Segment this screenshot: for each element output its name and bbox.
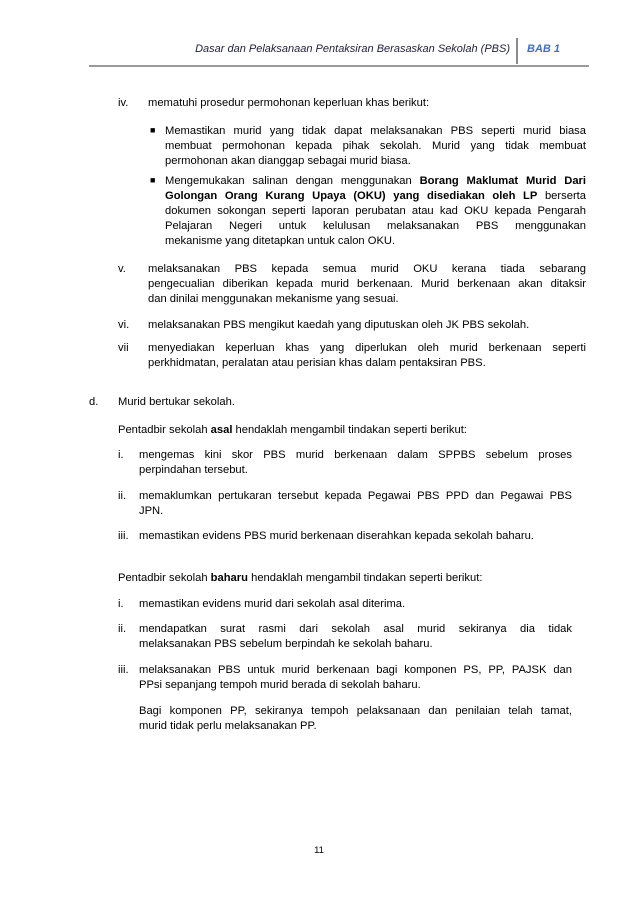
asal-number-i: i. [118, 449, 124, 461]
bullet2-line4: Pelajaran Negeri untuk kelulusan melaksanakan PBS menggunakan [165, 220, 586, 232]
asal-i-line2: perpindahan tersebut. [139, 464, 248, 476]
item-number-vii: vii [118, 342, 129, 354]
item-v-line3: dan dinilai menggunakan mekanisme yang sesuai. [148, 293, 399, 305]
baharu-number-ii: ii. [118, 623, 127, 635]
bullet1-line1: Memastikan murid yang tidak dapat melaksanakan PBS seperti murid biasa [165, 125, 586, 137]
item-iv-text: mematuhi prosedur permohonan keperluan khas berikut: [148, 97, 430, 109]
note-line1: Bagi komponen PP, sekiranya tempoh pelaksanaan dan penilaian telah tamat, [139, 705, 572, 717]
asal-ii-line2: JPN. [139, 505, 164, 517]
item-v-line2: pengecualian diberikan kepada murid berkenaan. Murid berkenaan akan ditaksir [148, 278, 586, 290]
item-vii-line2: perkhidmatan, peralatan atau perisian khas dalam pentaksiran PBS. [148, 357, 486, 369]
bullet2-line1: Mengemukakan salinan dengan menggunakan Borang Maklumat Murid Dari [165, 175, 587, 187]
chapter-label: BAB 1 [527, 43, 561, 55]
baharu-number-i: i. [118, 598, 124, 610]
asal-number-iii: iii. [118, 530, 129, 542]
running-header-title: Dasar dan Pelaksanaan Pentaksiran Berasaskan Sekolah (PBS) [195, 43, 510, 55]
baharu-iii-line1: melaksanakan PBS untuk murid berkenaan bagi komponen PS, PP, PAJSK dan [139, 664, 572, 676]
baharu-ii-line1: mendapatkan surat rasmi dari sekolah asal murid sekiranya dia tidak [139, 623, 572, 635]
asal-intro: Pentadbir sekolah asal hendaklah mengambil tindakan seperti berikut: [118, 424, 467, 436]
header-separator [516, 38, 518, 64]
baharu-number-iii: iii. [118, 664, 129, 676]
item-v-line1: melaksanakan PBS kepada semua murid OKU kerana tiada sebarang [148, 263, 586, 275]
bullet1-line3: permohonan akan dianggap sebagai murid biasa. [165, 155, 411, 167]
item-vii-line1: menyediakan keperluan khas yang diperlukan oleh murid berkenaan seperti [148, 342, 586, 354]
asal-iii-line1: memastikan evidens PBS murid berkenaan diserahkan kepada sekolah baharu. [139, 530, 534, 542]
page-number: 11 [314, 845, 324, 856]
asal-ii-line1: memaklumkan pertukaran tersebut kepada Pegawai PBS PPD dan Pegawai PBS [139, 490, 572, 502]
bullet2-line2: Golongan Orang Kurang Upaya (OKU) yang disediakan oleh LP berserta [165, 190, 586, 202]
item-number-iv: iv. [118, 97, 129, 109]
baharu-i-line1: memastikan evidens murid dari sekolah asal diterima. [139, 598, 406, 610]
section-d-title: Murid bertukar sekolah. [118, 396, 235, 408]
bullet1-line2: membuat permohonan kepada pihak sekolah. Murid yang tidak membuat [165, 140, 586, 152]
baharu-iii-line2: PPsi sepanjang tempoh murid berada di sekolah baharu. [139, 679, 421, 691]
bullet2-line3: dokumen sokongan seperti laporan perubatan atau kad OKU kepada Pengarah [165, 205, 586, 217]
asal-i-line1: mengemas kini skor PBS murid berkenaan dalam SPPBS sebelum proses [139, 449, 572, 461]
item-number-v: v. [118, 263, 126, 275]
baharu-ii-line2: melaksanakan PBS sebelum berpindah ke sekolah baharu. [139, 638, 433, 650]
item-vi-text: melaksanakan PBS mengikut kaedah yang diputuskan oleh JK PBS sekolah. [148, 319, 530, 331]
note-line2: murid tidak perlu melaksanakan PP. [139, 720, 317, 732]
baharu-intro: Pentadbir sekolah baharu hendaklah mengambil tindakan seperti berikut: [118, 572, 483, 584]
bullet-square-icon: ■ [150, 125, 156, 135]
header-rule [89, 65, 589, 67]
bullet2-line5: mekanisme yang ditetapkan untuk calon OKU. [165, 235, 396, 247]
asal-number-ii: ii. [118, 490, 127, 502]
item-number-vi: vi. [118, 319, 130, 331]
bullet-square-icon: ■ [150, 175, 156, 185]
section-letter-d: d. [89, 396, 99, 408]
